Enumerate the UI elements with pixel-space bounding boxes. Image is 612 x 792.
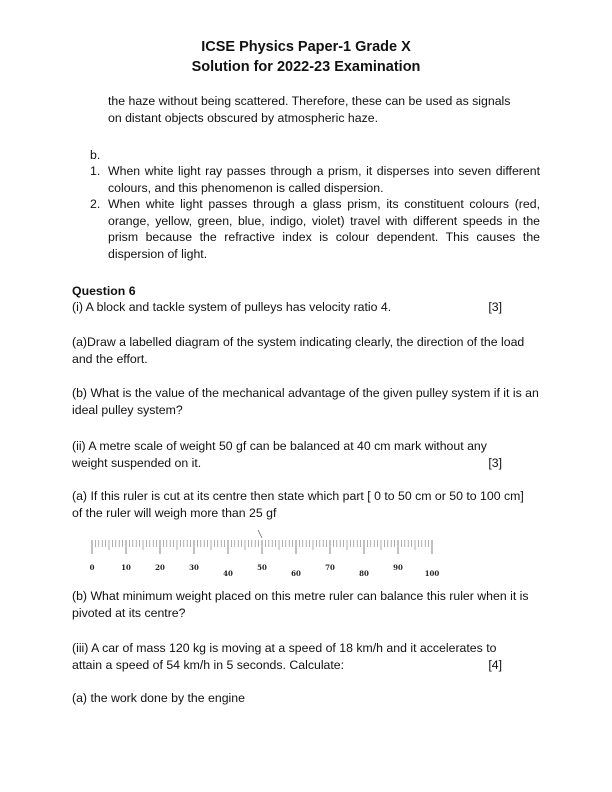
part-b-label: b. (90, 148, 101, 162)
question-text-line-2: attain a speed of 54 km/h in 5 seconds. Calculate: (72, 657, 345, 672)
question-6-ii-b: (b) What minimum weight placed on this metre ruler can balance this ruler when it is pivoted at its centre? (72, 589, 529, 620)
question-6-iii-a: (a) the work done by the engine (72, 691, 245, 705)
question-6-iii (72, 640, 502, 673)
page-title: ICSE Physics Paper-1 Grade X (201, 39, 411, 55)
ruler-tick-label: 20 (155, 563, 165, 572)
list-item-number: 1. (90, 164, 101, 178)
question-text-line-1: (iii) A car of mass 120 kg is moving at a speed of 18 km/h and it accelerates to (72, 641, 497, 655)
ruler-tick-label: 60 (291, 569, 301, 578)
question-text: (i) A block and tackle system of pulleys has velocity ratio 4. (72, 300, 392, 314)
question-text-line-1: (ii) A metre scale of weight 50 gf can be balanced at 40 cm mark without any (72, 439, 487, 453)
ruler-labels (90, 563, 440, 578)
question-heading: Question 6 (72, 284, 136, 298)
question-text-line-2-row (72, 657, 502, 674)
question-6-ii (72, 438, 502, 471)
question-text-line-2-row (72, 455, 502, 472)
ruler-tick-label: 10 (121, 563, 131, 572)
marks-badge: [4] (488, 657, 502, 672)
ruler-tick-label: 40 (223, 569, 233, 578)
question-6-i-a: (a)Draw a labelled diagram of the system indicating clearly, the direction of the load and the effort. (72, 335, 525, 366)
ruler-tick-label: 70 (325, 563, 335, 572)
marks-badge: [3] (488, 455, 502, 470)
continuation-text (108, 93, 548, 126)
list-item-number: 2. (90, 197, 101, 211)
pointer-mark (258, 530, 262, 538)
ruler-tick-label: 30 (189, 563, 199, 572)
ruler-ticks (92, 540, 432, 554)
list-item: When white light ray passes through a prism, it disperses into seven different colours, and this phenomenon is called dispersion. (108, 164, 540, 195)
ruler-tick-label: 80 (359, 569, 369, 578)
marks-badge: [3] (488, 300, 502, 314)
question-text-line-2: weight suspended on it. (72, 455, 202, 470)
question-6-ii-a: (a) If this ruler is cut at its centre then state which part [ 0 to 50 cm or 50 to 100 cm] of the ruler will weigh more than 25 gf (72, 489, 524, 520)
ruler-tick-label: 0 (89, 563, 95, 572)
page-subtitle: Solution for 2022-23 Examination (191, 59, 421, 75)
ruler-tick-label: 90 (393, 563, 403, 572)
continuation-line-2: on distant objects obscured by atmospheric haze. (108, 110, 379, 125)
question-6-i (72, 299, 502, 316)
ruler-tick-label: 100 (424, 569, 440, 578)
list-item: When white light passes through a glass prism, its constituent colours (red, orange, yellow, green, blue, indigo, violet) travel with different speeds in the prism because the refractive index is colour dependent. This causes the dispersion of light. (108, 197, 540, 261)
question-6-i-b: (b) What is the value of the mechanical advantage of the given pulley system if it is an ideal pulley system? (72, 386, 539, 417)
continuation-line-1: the haze without being scattered. Therefore, these can be used as signals (108, 94, 511, 108)
ruler-tick-label: 50 (257, 563, 267, 572)
metre-ruler-figure (84, 530, 444, 582)
